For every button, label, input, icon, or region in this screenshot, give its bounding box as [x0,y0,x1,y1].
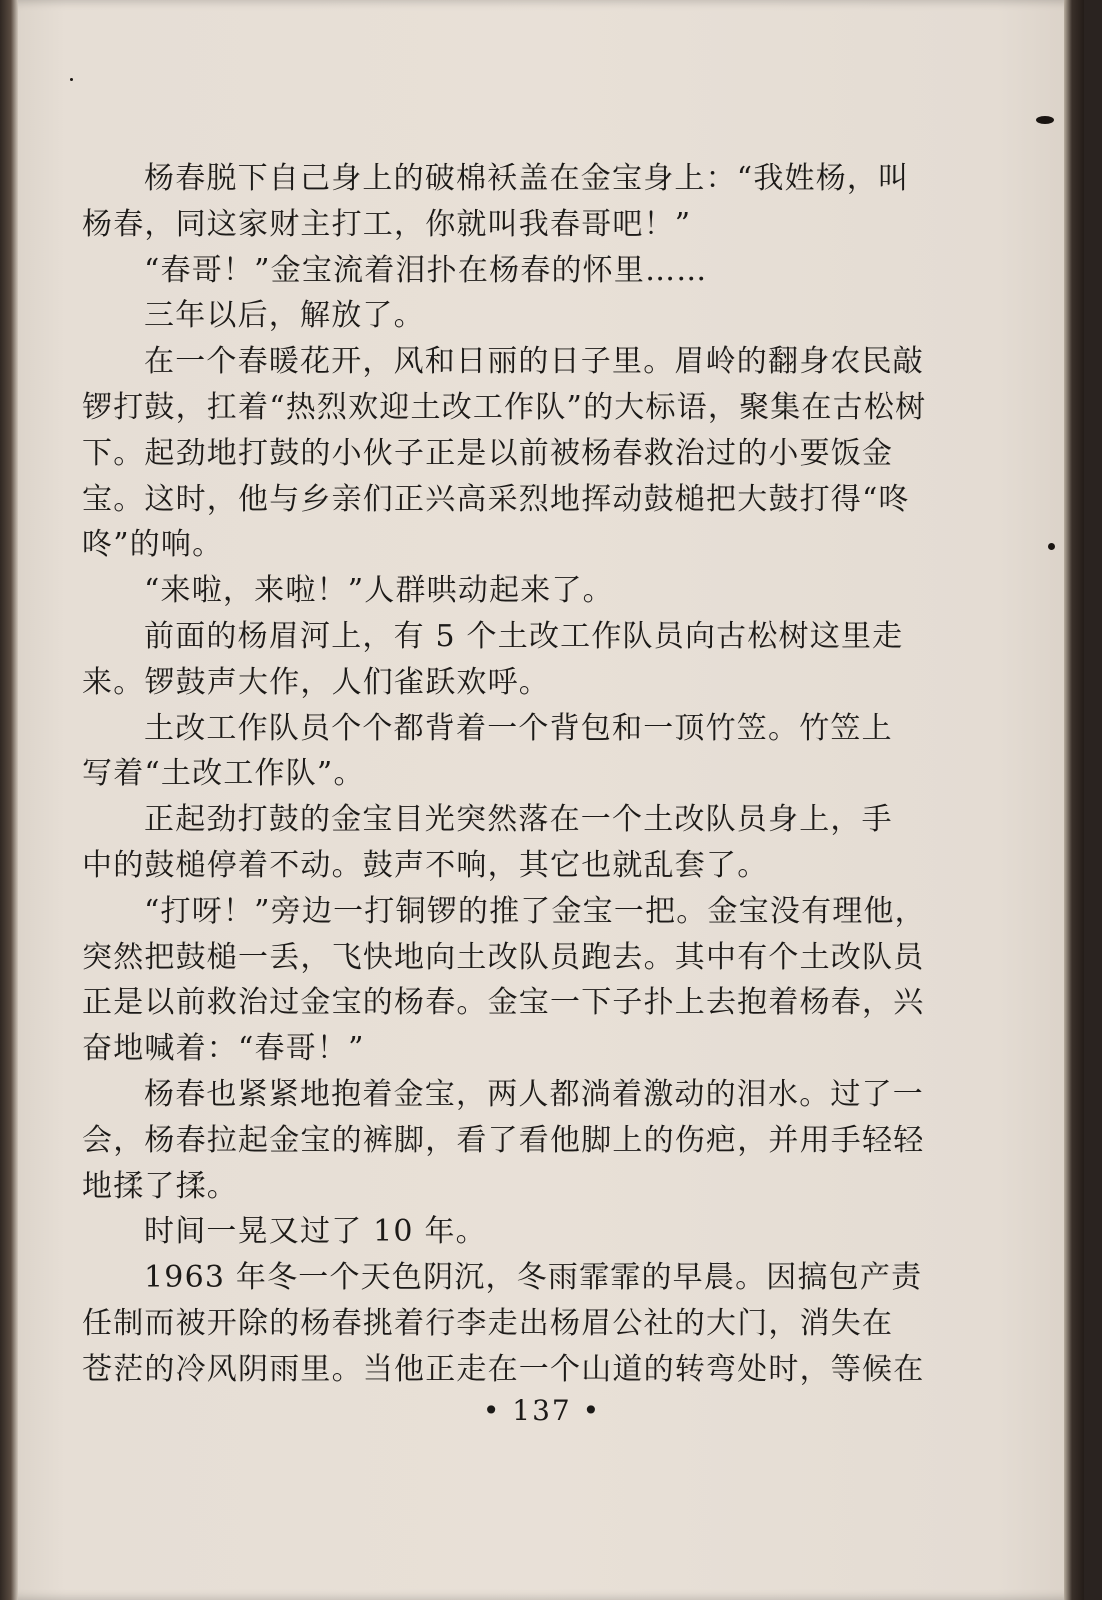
ink-speck [1048,543,1055,550]
text-line: 任制而被开除的杨春挑着行李走出杨眉公社的大门，消失在 [82,1305,894,1341]
text-line: 土改工作队员个个都背着一个背包和一顶竹笠。竹笠上 [144,710,893,746]
text-line: 正起劲打鼓的金宝目光突然落在一个土改队员身上，手 [144,802,893,838]
text-line: 下。起劲地打鼓的小伙子正是以前被杨春救治过的小要饭金 [82,435,894,471]
text-line: “来啦，来啦！”人群哄动起来了。 [144,573,614,609]
page-right-edge [1064,0,1084,1600]
text-line: 咚”的响。 [82,527,224,563]
text-line: 会，杨春拉起金宝的裤脚，看了看他脚上的伤疤，并用手轻轻 [82,1122,925,1158]
text-line: 写着“土改工作队”。 [82,756,365,792]
text-line: 宝。这时，他与乡亲们正兴高采烈地挥动鼓槌把大鼓打得“咚 [82,481,910,517]
text-line: 锣打鼓，扛着“热烈欢迎土改工作队”的大标语，聚集在古松树 [82,389,927,425]
text-line: 时间一晃又过了 10 年。 [144,1214,487,1250]
text-line: 地揉了揉。 [82,1168,238,1204]
page-number: • 137 • [482,1394,602,1427]
ink-speck [70,78,73,81]
page-left-edge [0,0,18,1600]
text-line: 杨春也紧紧地抱着金宝，两人都淌着激动的泪水。过了一 [144,1076,924,1112]
text-line: 突然把鼓槌一丢，飞快地向土改队员跑去。其中有个土改队员 [82,939,925,975]
text-line: 来。锣鼓声大作，人们雀跃欢呼。 [82,664,550,700]
text-line: 奋地喊着：“春哥！” [82,1031,365,1067]
text-line: 前面的杨眉河上，有 5 个土改工作队员向古松树这里走 [144,618,904,654]
text-line: 苍茫的冷风阴雨里。当他正走在一个山道的转弯处时，等候在 [82,1351,925,1387]
text-line: 在一个春暖花开，风和日丽的日子里。眉岭的翻身农民敲 [144,344,924,380]
body-text [82,156,927,1393]
text-line: 杨春脱下自己身上的破棉袄盖在金宝身上：“我姓杨，叫 [144,161,910,196]
ink-speck [1036,116,1054,124]
text-line: 三年以后，解放了。 [144,298,425,334]
text-line: “春哥！”金宝流着泪扑在杨春的怀里…… [144,252,708,288]
text-line: 1963 年冬一个天色阴沉，冬雨霏霏的早晨。因搞包产责 [144,1260,923,1296]
text-line: 正是以前救治过金宝的杨春。金宝一下子扑上去抱着杨春，兴 [82,985,925,1021]
text-line: 中的鼓槌停着不动。鼓声不响，其它也就乱套了。 [82,847,769,883]
text-line: “打呀！”旁边一打铜锣的推了金宝一把。金宝没有理他， [144,893,926,929]
text-line: 杨春，同这家财主打工，你就叫我春哥吧！” [82,206,692,242]
